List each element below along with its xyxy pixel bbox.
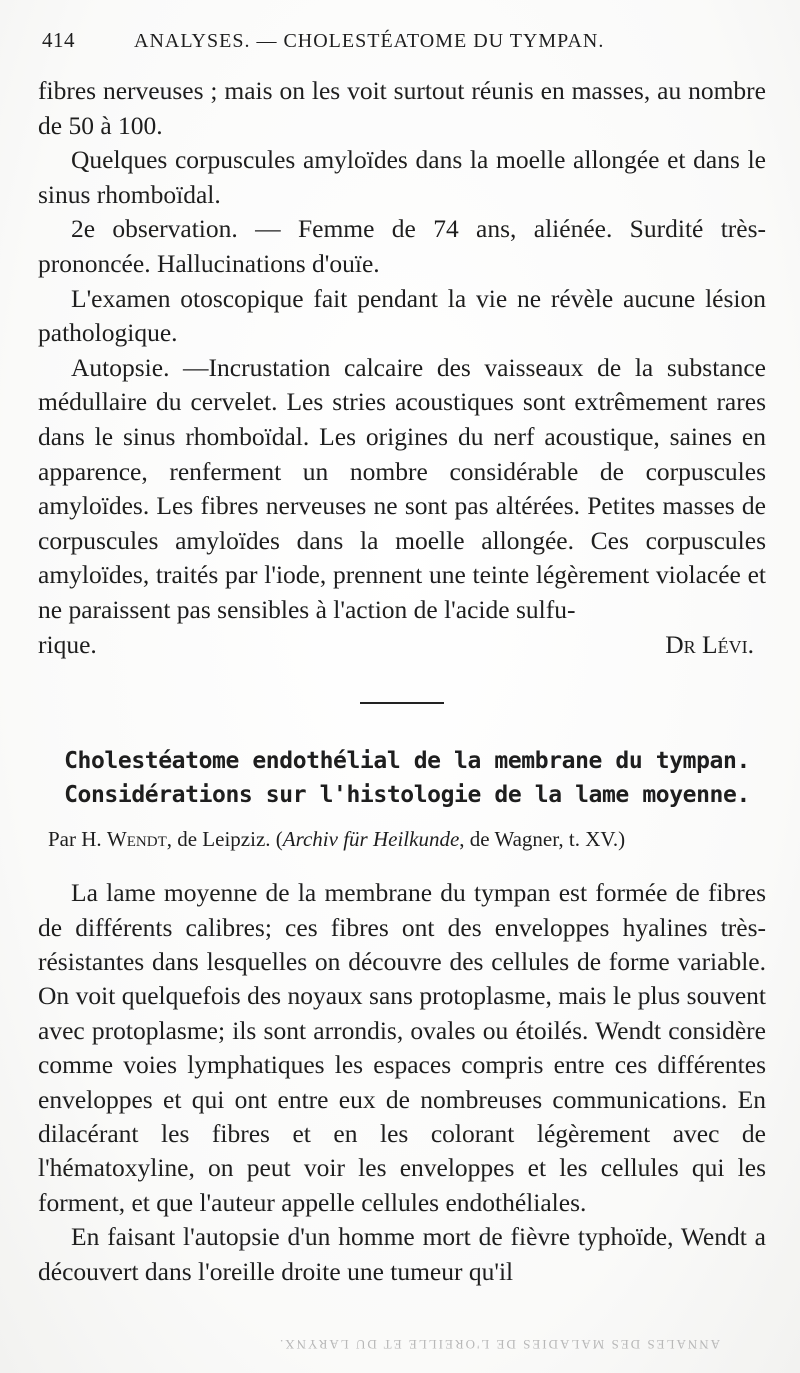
byline <box>48 824 766 854</box>
paragraph-autopsy: Autopsie. —Incrustation calcaire des vaisseaux de la substance médullaire du cervelet. Les stries acoustiques sont extrêmement rares dans le sinus rhomboïdal. Les origines du nerf acoustique, saines en apparence, renferment un nombre considérable de corpuscules amyloïdes. Les fibres nerveuses ne sont pas altérées. Petites masses de corpuscules amyloïdes dans la moelle allongée. Ces corpuscules amyloïdes, traités par l'iode, prennent une teinte légèrement violacée et ne paraissent pas sensibles à l'action de l'acide sulfu- <box>38 352 766 624</box>
footer-bleed-through: ANNALES DES MALADIES DE L'OREILLE ET DU LARYNX. <box>277 1337 720 1352</box>
byline-suffix: , de Wagner, t. XV.) <box>459 827 626 852</box>
paragraph-autopsy-wendt: En faisant l'autopsie d'un homme mort de fièvre typhoïde, Wendt a découvert dans l'oreille droite une tumeur qu'il <box>38 1222 766 1286</box>
byline-prefix: Par H. <box>48 827 107 852</box>
byline-author: Wendt <box>106 827 167 852</box>
running-title: ANALYSES. — CHOLESTÉATOME DU TYMPAN. <box>134 30 605 52</box>
section-divider <box>360 702 444 704</box>
paragraph-amyloid: Quelques corpuscules amyloïdes dans la moelle allongée et dans le sinus rhomboïdal. <box>38 145 766 209</box>
article-title-line-2: Considérations sur l'histologie de la lame moyenne. <box>64 782 750 809</box>
paragraph-lame-moyenne: La lame moyenne de la membrane du tympan est formée de fibres de différents calibres; ces fibres ont des enveloppes hyalines très-résistantes dans lesquelles on découvre des cellules de forme variable. On voit quelquefois des noyaux sans protoplasme, mais le plus souvent avec protoplasme; ils sont arrondis, ovales ou étoilés. Wendt considère comme voies lymphatiques les espaces compris entre ces différentes enveloppes et qui ont entre eux de nombreuses communications. En dilacérant les fibres et en les colorant légèrement avec de l'hématoxyline, on peut voir les enveloppes et les cellules qui les forment, et que l'auteur appelle cellules endothéliales. <box>38 878 766 1217</box>
page-number: 414 <box>42 28 75 52</box>
paragraph-autopsy-last-word: rique. <box>38 629 97 659</box>
signature: Dr Lévi. <box>665 629 754 659</box>
article-title-line-1: Cholestéatome endothélial de la membrane du tympan. <box>64 748 750 775</box>
byline-mid: , de Leipziz. ( <box>166 827 283 852</box>
paragraph-continuation: fibres nerveuses ; mais on les voit surtout réunis en masses, au nombre de 50 à 100. <box>38 76 766 140</box>
byline-journal: Archiv für Heilkunde <box>282 827 460 852</box>
paragraph-observation-2: 2e observation. — Femme de 74 ans, aliénée. Surdité très-prononcée. Hallucinations d'ouïe. <box>38 214 766 278</box>
paragraph-otoscopic-exam: L'examen otoscopique fait pendant la vie ne révèle aucune lésion pathologique. <box>38 283 766 348</box>
paragraph-autopsy-end <box>38 628 766 663</box>
running-head <box>42 28 766 68</box>
